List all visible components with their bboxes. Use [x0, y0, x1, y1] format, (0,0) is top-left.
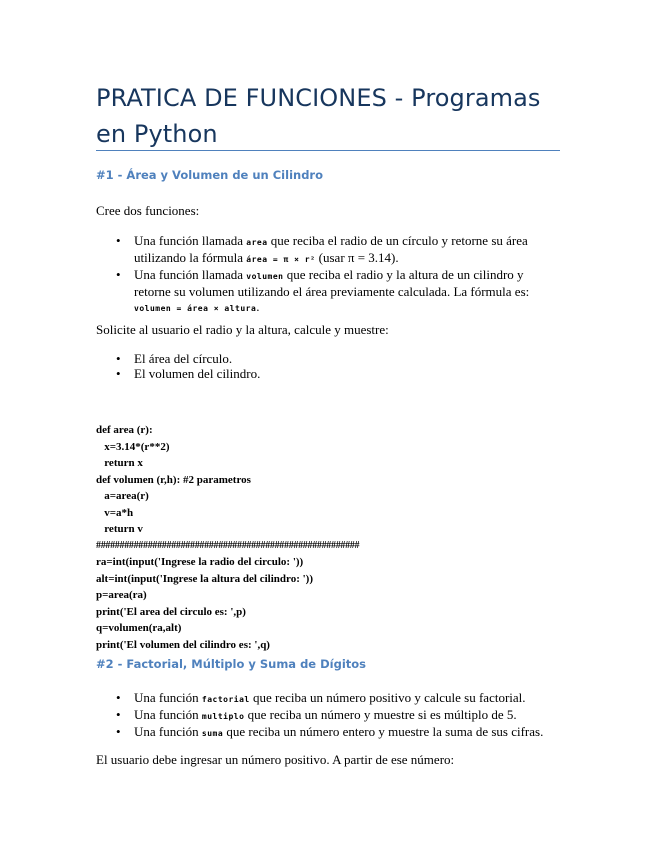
bullet-icon: •: [116, 707, 121, 722]
code-line: v=a*h: [96, 506, 134, 519]
inline-code: area: [246, 238, 268, 247]
list-item-text: .: [256, 299, 260, 314]
section1-ask: Solicite al usuario el radio y la altura, calcule y muestre:: [96, 322, 389, 337]
list-item: [96, 233, 556, 267]
code-line: return x: [96, 457, 143, 469]
list-item: [96, 351, 556, 366]
title-underline: [96, 150, 560, 151]
inline-code: factorial: [201, 695, 250, 704]
list-item-text: Una función: [134, 724, 202, 739]
section2-closing: El usuario debe ingresar un número positivo. A partir de ese número:: [96, 752, 455, 767]
output-list: [96, 351, 556, 381]
code-line: return v: [96, 523, 143, 535]
list-item-text: El área del círculo.: [134, 351, 233, 366]
section1-heading: #1 - Área y Volumen de un Cilindro: [96, 168, 323, 182]
inline-code: volumen: [246, 272, 284, 281]
inline-code: multiplo: [201, 712, 245, 721]
bullet-icon: •: [116, 724, 121, 739]
section2-heading: #2 - Factorial, Múltiplo y Suma de Dígitos: [96, 657, 367, 671]
code-line: ########################################################: [96, 539, 360, 551]
inline-code: área = π × r²: [246, 255, 316, 264]
list-item-text: Una función llamada: [134, 233, 247, 248]
list-item: [96, 267, 556, 316]
bullet-icon: •: [116, 366, 121, 381]
list-item-text: que reciba un número y muestre si es múltiplo de 5.: [244, 707, 517, 722]
section2-function-list: [96, 690, 556, 741]
bullet-icon: •: [116, 351, 121, 366]
list-item-text: que reciba el radio y la altura de un cilindro y retorne su volumen utilizando el área previamente calculada. La fórmula es:: [134, 267, 530, 299]
code-line: p=area(ra): [96, 589, 147, 601]
inline-code: volumen = área × altura: [134, 304, 257, 313]
list-item-text: que reciba el radio de un círculo y retorne su área utilizando la fórmula: [134, 233, 528, 265]
list-item-text: que reciba un número positivo y calcule su factorial.: [249, 690, 526, 705]
code-line: print('El volumen del cilindro es: ',q): [96, 638, 270, 651]
code-line: alt=int(input('Ingrese la altura del cilindro: ')): [96, 572, 314, 585]
bullet-icon: •: [116, 690, 121, 705]
bullet-icon: •: [116, 267, 121, 282]
code-block: [96, 422, 556, 653]
list-item: [96, 690, 556, 707]
code-line: q=volumen(ra,alt): [96, 622, 182, 634]
inline-code: suma: [201, 729, 224, 738]
list-item: [96, 366, 556, 381]
code-line: def volumen (r,h): #2 parametros: [96, 473, 251, 486]
list-item-text: El volumen del cilindro.: [134, 366, 261, 381]
bullet-icon: •: [116, 233, 121, 248]
function-list: [96, 233, 556, 316]
list-item-text: que reciba un número entero y muestre la suma de sus cifras.: [223, 724, 544, 739]
code-line: print('El area del circulo es: ',p): [96, 605, 246, 618]
list-item-text: Una función: [134, 690, 202, 705]
code-line: ra=int(input('Ingrese la radio del circulo: ')): [96, 556, 304, 568]
list-item-text: Una función: [134, 707, 202, 722]
code-line: a=area(r): [96, 490, 149, 502]
list-item-text: Una función llamada: [134, 267, 247, 282]
list-item: [96, 707, 556, 724]
list-item: [96, 724, 556, 741]
page-title: PRATICA DE FUNCIONES - Programas en Python: [96, 84, 541, 148]
section1-intro: Cree dos funciones:: [96, 203, 200, 218]
code-line: x=3.14*(r**2): [96, 440, 170, 453]
code-line: def area (r):: [96, 424, 153, 436]
list-item-text: (usar π = 3.14).: [315, 250, 399, 265]
